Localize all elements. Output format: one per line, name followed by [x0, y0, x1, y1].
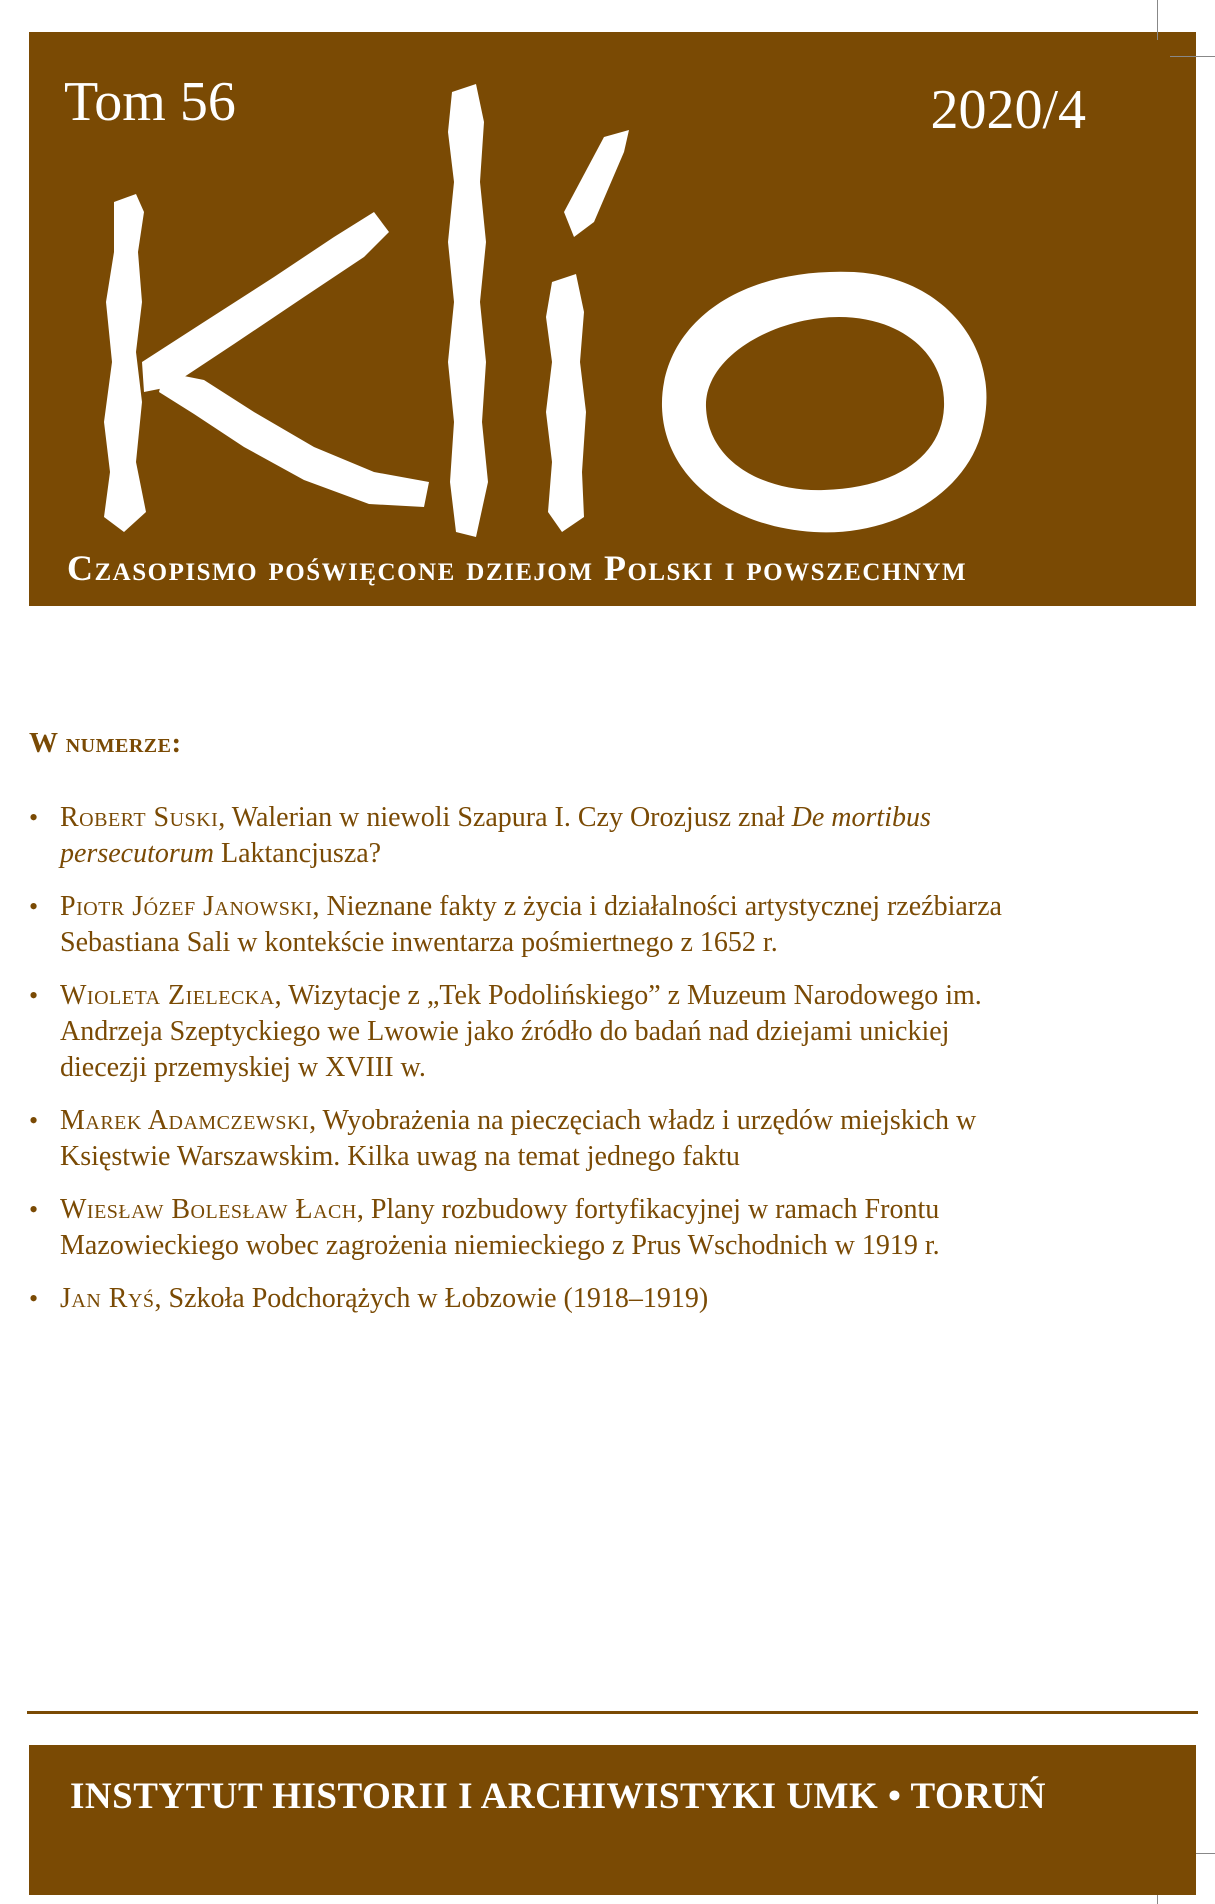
bullet-icon: • [29, 892, 39, 921]
article-author: Robert Suski [60, 802, 219, 833]
article-title: , Plany rozbudowy fortyfikacyjnej w ramach Frontu Mazowieckiego wobec zagrożenia niemieckiego z Prus Wschodnich w 1919 r. [60, 1194, 940, 1261]
publisher-name: INSTYTUT HISTORII I ARCHIWISTYKI UMK • TORUŃ [70, 1776, 1046, 1817]
article-title: , Szkoła Podchorążych w Łobzowie (1918–1919) [154, 1283, 709, 1314]
contents-heading: W numerze: [29, 727, 182, 759]
article-author: Piotr Józef Janowski [60, 891, 313, 922]
crop-mark [1157, 0, 1158, 40]
list-item [29, 1192, 1009, 1264]
article-title: , Wyobrażenia na pieczęciach władz i urzędów miejskich w Księstwie Warszawskim. Kilka uwag na temat jednego faktu [60, 1105, 977, 1172]
article-author: Wiesław Bolesław Łach [60, 1194, 357, 1225]
article-title: , Nieznane fakty z życia i działalności artystycznej rzeźbiarza Sebastiana Sali w kontekście inwentarza pośmiertnego z 1652 r. [60, 891, 1002, 958]
issue-number: 2020/4 [930, 79, 1086, 141]
volume-number: Tom 56 [64, 71, 236, 133]
article-author: Jan Ryś [60, 1283, 155, 1314]
article-title: , Walerian w niewoli Szapura I. Czy Orozjusz znał [218, 802, 792, 833]
article-author: Wioleta Zielecka [60, 980, 275, 1011]
divider [27, 1711, 1198, 1714]
bullet-icon: • [29, 1284, 39, 1313]
article-title-italic: De mortibus persecutorum [60, 802, 931, 869]
crop-mark [1170, 56, 1215, 57]
article-title: , Wizytacje z „Tek Podolińskiego” z Muzeum Narodowego im. Andrzeja Szeptyckiego we Lwowie jako źródło do badań nad dziejami unickiej diecezji przemyskiej w XVIII w. [60, 980, 982, 1083]
article-title-end: Laktancjusza? [213, 838, 382, 869]
bullet-icon: • [29, 1195, 39, 1224]
list-item [29, 889, 1009, 961]
list-item [29, 1281, 1009, 1317]
journal-subtitle: Czasopismo poświęcone dziejom Polski i powszechnym [67, 548, 968, 588]
list-item [29, 978, 1009, 1086]
article-list [29, 800, 1009, 1334]
cover-header [29, 32, 1196, 606]
bullet-icon: • [29, 981, 39, 1010]
list-item [29, 1103, 1009, 1175]
bullet-icon: • [29, 803, 39, 832]
cover-footer [29, 1745, 1196, 1895]
article-author: Marek Adamczewski [60, 1105, 310, 1136]
bullet-icon: • [29, 1106, 39, 1135]
klio-logo [84, 62, 1074, 582]
list-item [29, 800, 1009, 872]
